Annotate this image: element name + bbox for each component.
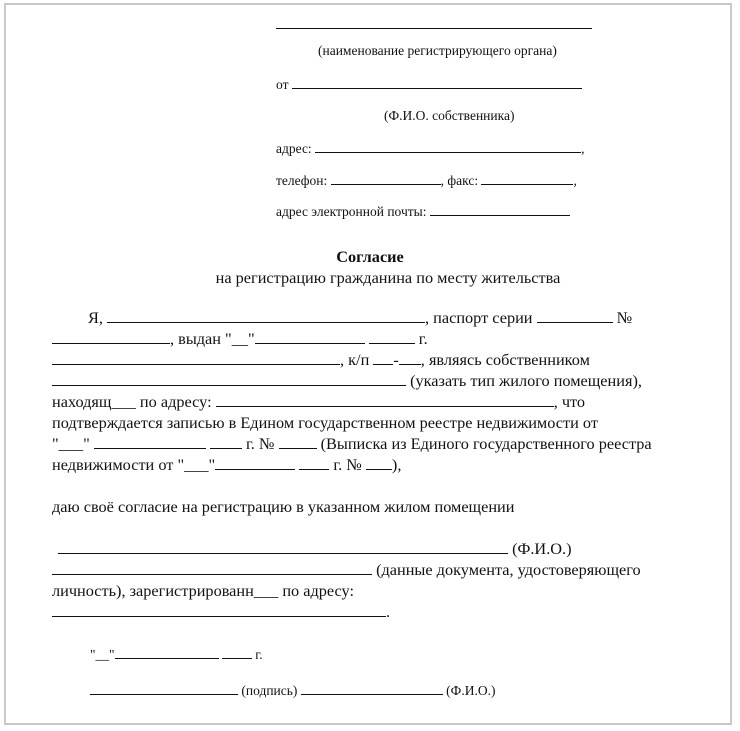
registrant-name-field[interactable] [58, 552, 508, 554]
text: (Выписка из Единого государственного реестра [320, 434, 652, 453]
division-code-b[interactable] [399, 363, 421, 365]
fax-field[interactable] [481, 183, 573, 185]
body-line-3 [52, 352, 590, 368]
comma: , [581, 141, 585, 156]
citizen-name-field[interactable] [107, 321, 425, 323]
extract-year-field[interactable] [299, 468, 329, 470]
text: г. [418, 329, 428, 348]
text: (подпись) [241, 683, 298, 698]
signature-row [90, 684, 495, 698]
issue-date-field[interactable] [255, 342, 365, 344]
email-label: адрес электронной почты: [276, 204, 427, 219]
phone-field[interactable] [331, 183, 441, 185]
registry-year-field[interactable] [210, 447, 242, 449]
extract-number-field[interactable] [366, 468, 392, 470]
text: . [386, 602, 391, 621]
text: ), [391, 455, 402, 474]
owner-caption: (Ф.И.О. собственника) [384, 108, 515, 123]
body-line-2 [52, 331, 428, 347]
text: , к/п [340, 350, 370, 369]
body-line-8 [52, 457, 401, 473]
signature-field[interactable] [90, 693, 238, 695]
registry-number-field[interactable] [279, 447, 317, 449]
sign-date-field[interactable] [115, 657, 219, 659]
passport-series-field[interactable] [537, 321, 613, 323]
text: г. № [333, 455, 362, 474]
body-line-4 [52, 373, 642, 389]
registrant-document-field[interactable] [52, 573, 372, 575]
body-line-1 [88, 310, 632, 326]
address-field[interactable] [315, 151, 581, 153]
sign-year-field[interactable] [222, 657, 252, 659]
authority-line[interactable] [276, 28, 592, 29]
text: г. № [245, 434, 275, 453]
registrant-name-row [58, 541, 572, 557]
premises-address-field[interactable] [216, 405, 554, 407]
email-row [276, 205, 570, 219]
issued-by-field[interactable] [52, 363, 340, 365]
text: (данные документа, удостоверяющего [376, 560, 641, 579]
passport-number-field[interactable] [52, 342, 170, 344]
text: , что [553, 392, 586, 411]
issue-year-field[interactable] [369, 342, 415, 344]
registry-date-field[interactable] [94, 447, 206, 449]
owner-name-field[interactable] [292, 87, 582, 89]
phone-label: телефон: [276, 173, 328, 188]
text: недвижимости от "___" [52, 455, 216, 474]
document-subtitle: на регистрацию гражданина по месту жительства [215, 268, 561, 287]
text: , паспорт серии [425, 308, 533, 327]
email-field[interactable] [430, 214, 570, 216]
address-row [276, 142, 584, 156]
registrant-doc-row [52, 562, 641, 578]
registrant-address-row [52, 604, 390, 620]
text: "___" [52, 434, 90, 453]
from-label: от [276, 77, 289, 92]
premises-type-field[interactable] [52, 384, 406, 386]
text: г. [255, 647, 263, 662]
authority-caption: (наименование регистрирующего органа) [318, 43, 557, 58]
text: , выдан "__" [170, 329, 255, 348]
division-code-a[interactable] [373, 363, 393, 365]
text: , являясь собственником [420, 350, 590, 369]
body-line-6: подтверждается записью в Едином государственном реестре недвижимости от [52, 413, 598, 432]
document-title: Согласие [336, 247, 404, 266]
text: находящ___ по адресу: [52, 392, 212, 411]
registrant-address-field[interactable] [52, 615, 386, 617]
phone-row [276, 174, 577, 188]
body-line-5 [52, 394, 585, 410]
fax-label: , факс: [440, 173, 479, 188]
signer-name-field[interactable] [301, 693, 443, 695]
text: № [616, 308, 633, 327]
text: - [393, 350, 399, 369]
address-label: адрес: [276, 141, 312, 156]
extract-date-field[interactable] [215, 468, 295, 470]
comma: , [573, 173, 577, 188]
text: (указать тип жилого помещения), [410, 371, 642, 390]
consent-line: даю своё согласие на регистрацию в указанном жилом помещении [52, 497, 515, 516]
text: Я, [88, 308, 103, 327]
text: "__" [90, 647, 115, 662]
body-line-7 [52, 436, 652, 452]
date-row [90, 648, 263, 662]
text: (Ф.И.О.) [446, 683, 496, 698]
identity-line: личность), зарегистрированн___ по адресу: [52, 581, 354, 600]
text: (Ф.И.О.) [512, 539, 572, 558]
from-row [276, 78, 582, 92]
